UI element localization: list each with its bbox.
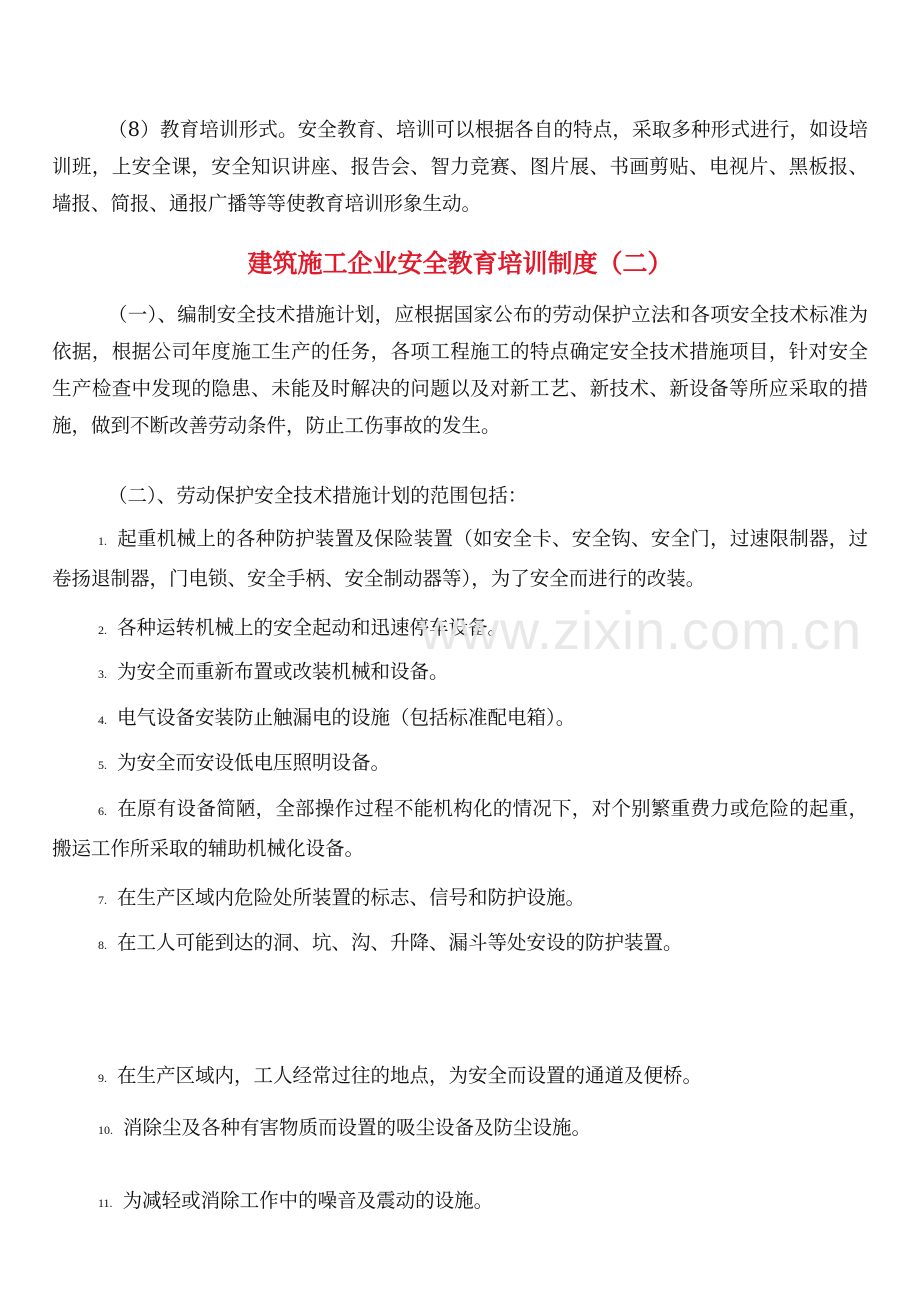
list-item-number: 3. [98,667,107,681]
list-item-text: 电气设备安装防止触漏电的设施（包括标准配电箱）。 [117,706,576,729]
section-2-heading: （二）、劳动保护安全技术措施计划的范围包括： [108,484,528,507]
list-item-5 [52,744,868,784]
list-item-number: 6. [98,804,107,818]
document-title: 建筑施工企业安全教育培训制度（二） [247,249,673,278]
list-item-11 [52,1182,868,1222]
list-item-number: 11. [98,1196,113,1210]
list-item-number: 5. [98,758,107,772]
list-item-2 [52,609,868,649]
list-item-9 [52,1057,868,1097]
list-item-number: 4. [98,713,107,727]
list-item-1 [52,520,868,597]
list-item-number: 10. [98,1123,113,1137]
list-item-10 [52,1109,868,1149]
list-item-6 [52,790,868,867]
list-item-number: 2. [98,623,107,637]
list-item-number: 1. [98,534,107,548]
list-item-text: 消除尘及各种有害物质而设置的吸尘设备及防尘设施。 [123,1116,592,1139]
watermark: www.zixin.com.cn [420,601,863,661]
list-item-text: 为减轻或消除工作中的噪音及震动的设施。 [122,1189,494,1212]
list-item-text: 在工人可能到达的洞、坑、沟、升降、漏斗等处安设的防护装置。 [117,931,683,954]
list-item-number: 7. [98,893,107,907]
list-item-8 [52,924,868,964]
list-item-text: 在生产区域内，工人经常过往的地点，为安全而设置的通道及便桥。 [117,1064,703,1087]
list-item-text: 为安全而安设低电压照明设备。 [117,751,391,774]
list-item-text: 在原有设备简陋，全部操作过程不能机构化的情况下，对个别繁重费力或危险的起重，搬运工作所采取的辅助机械化设备。 [52,797,868,860]
list-item-text: 起重机械上的各种防护装置及保险装置（如安全卡、安全钩、安全门，过速限制器，过卷扬退制器，门电锁、安全手柄、安全制动器等），为了安全而进行的改装。 [52,527,868,590]
list-item-text: 在生产区域内危险处所装置的标志、信号和防护设施。 [117,886,586,909]
list-item-text: 为安全而重新布置或改装机械和设备。 [117,660,449,683]
list-item-text: 各种运转机械上的安全起动和迅速停车设备。 [117,616,508,639]
intro-paragraph: （8）教育培训形式。安全教育、培训可以根据各自的特点，采取多种形式进行，如设培训班，上安全课，安全知识讲座、报告会、智力竞赛、图片展、书画剪贴、电视片、黑板报、墙报、简报、通报广播等等使教育培训形象生动。 [52,118,868,215]
list-item-3 [52,653,868,693]
section-1-paragraph: （一）、编制安全技术措施计划，应根据国家公布的劳动保护立法和各项安全技术标准为依据，根据公司年度施工生产的任务，各项工程施工的特点确定安全技术措施项目，针对安全生产检查中发现的隐患、未能及时解决的问题以及对新工艺、新技术、新设备等所应采取的措施，做到不断改善劳动条件，防止工伤事故的发生。 [52,303,868,437]
list-item-number: 8. [98,938,107,952]
list-item-7 [52,879,868,919]
list-item-4 [52,699,868,739]
list-item-number: 9. [98,1071,107,1085]
